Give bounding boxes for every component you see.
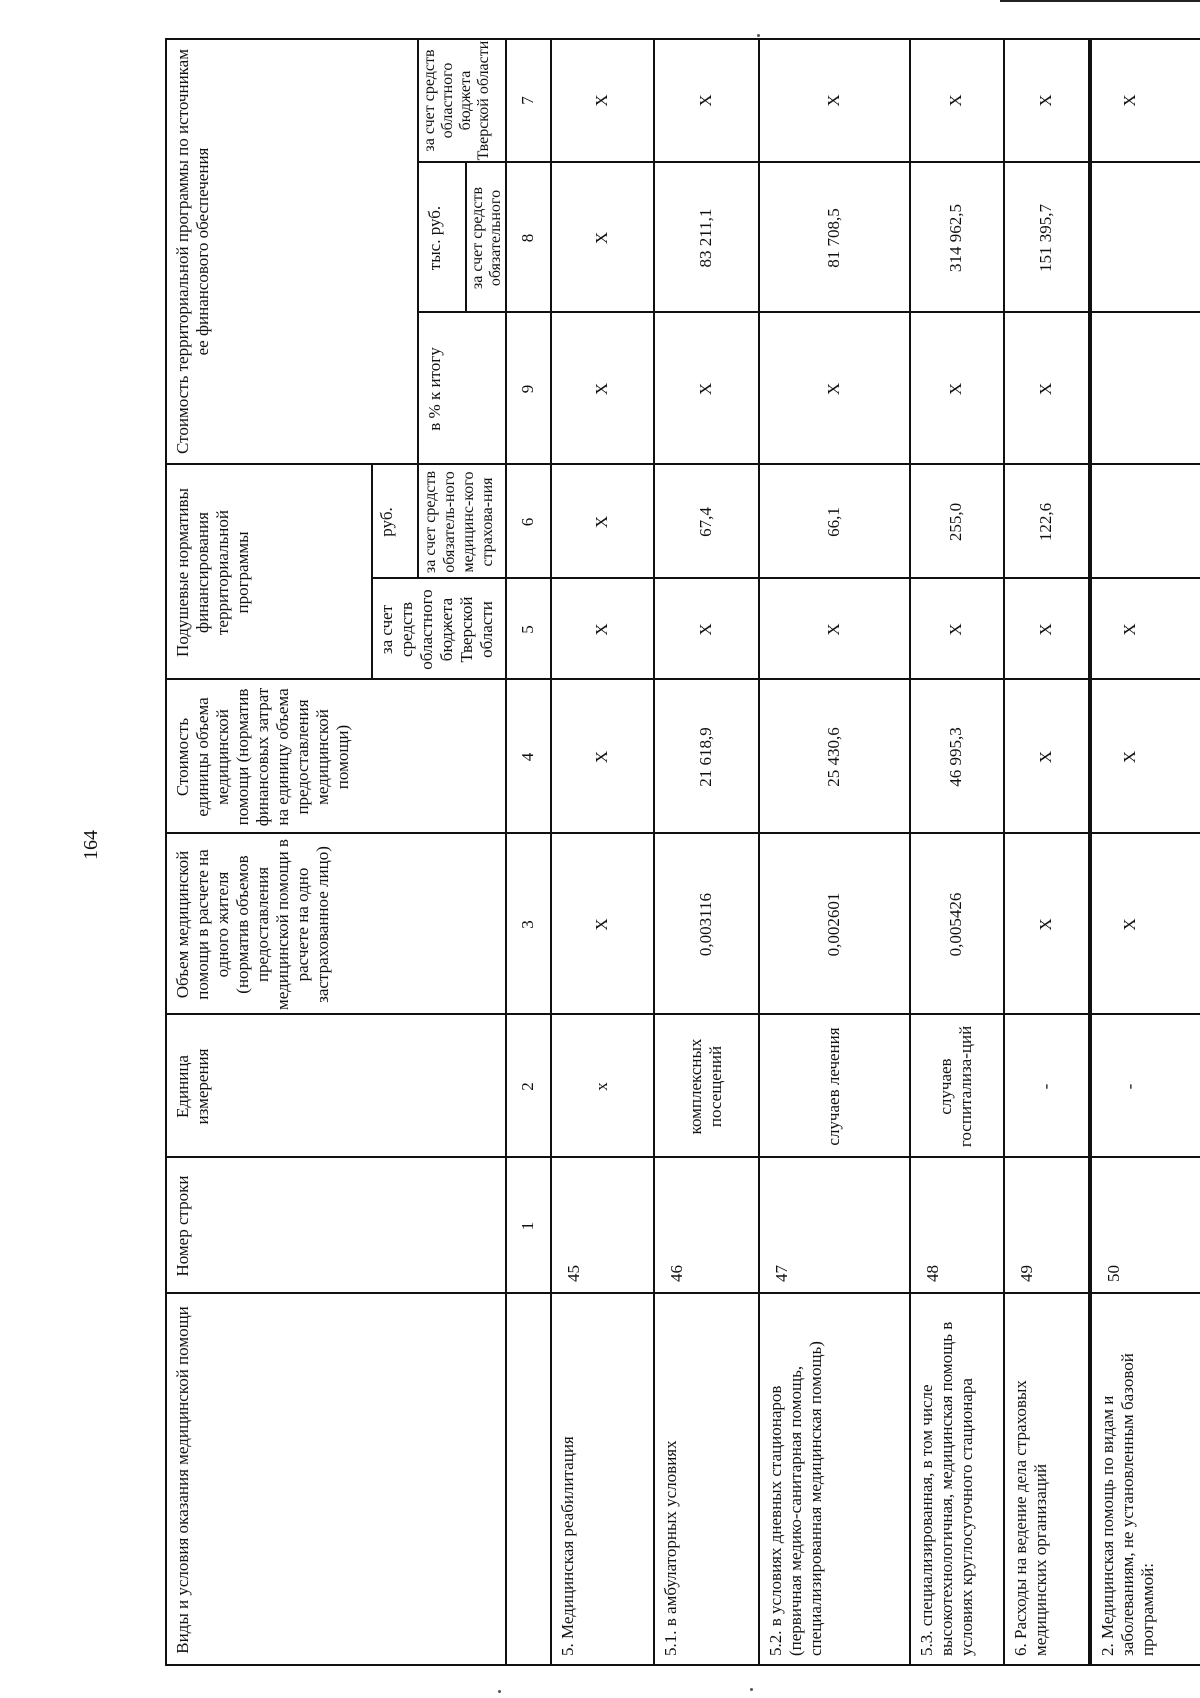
row-cost-budget: X: [591, 94, 611, 107]
row-number: 45: [564, 1265, 583, 1282]
row-cost-oms: 81 708,5: [823, 208, 843, 268]
header-col-type: Виды и условия оказания медицинской помощи: [173, 1306, 192, 1654]
header-col-row-number: Номер строки: [173, 1175, 192, 1277]
header-col-volume: Объем медицинской помощи в расчете на одного жителя (норматив объемов предоставления медицинской помощи в расчете на одно застрахованное лицо): [173, 839, 332, 1010]
row-number: 47: [772, 1265, 791, 1282]
row-cost-budget: X: [1120, 94, 1139, 107]
table-row-label: 5. Медицинская реабилитация: [558, 1436, 577, 1656]
header-group-per-capita: Подушевые нормативы финансирования территориальной программы: [173, 488, 252, 657]
row-cost-oms: 314 962,5: [946, 204, 965, 272]
table-row-label: 6. Расходы на ведение дела страховых медицинских организаций: [1011, 1380, 1050, 1656]
row-cost-oms: 151 395,7: [1035, 204, 1055, 272]
row-unit-cost: 25 430,6: [823, 727, 843, 787]
header-group-cost: Стоимость территориальной программы по источникам ее финансового обеспечения: [173, 49, 212, 454]
table-row-label: 2. Медицинская помощь по видам и заболеваниям, не установленным базовой программой:: [1098, 1353, 1157, 1656]
row-volume: 0,003116: [695, 892, 715, 957]
row-cost-oms: X: [591, 231, 611, 245]
row-percent: X: [823, 382, 843, 396]
row-pc-budget: X: [1120, 623, 1139, 636]
column-number: 7: [517, 96, 537, 105]
header-per-capita-oms: за счет средств обязатель-ного медицинс-кого страхова-ния: [422, 470, 496, 574]
header-cost-budget: за счет средств областного бюджета Тверской области: [421, 40, 492, 161]
column-number: 4: [517, 752, 537, 762]
row-pc-budget: X: [591, 623, 611, 636]
row-number: 50: [1104, 1265, 1123, 1282]
row-percent: X: [946, 382, 965, 396]
column-number: 9: [517, 384, 537, 394]
row-cost-oms: 83 211,1: [695, 208, 715, 268]
row-volume: X: [1120, 918, 1139, 931]
header-percent-total: в % к итогу: [425, 347, 444, 431]
row-percent: X: [591, 382, 611, 396]
row-volume: 0,005426: [946, 892, 965, 957]
row-volume: X: [591, 918, 611, 931]
row-unit: -: [1035, 1083, 1055, 1090]
column-number: 8: [517, 233, 537, 243]
row-percent: X: [1035, 382, 1055, 396]
row-cost-budget: X: [823, 94, 843, 107]
table-row-label: 5.3. специализированная, в том числе высокотехнологичная, медицинская помощь в условиях круглосуточного стационара: [917, 1321, 976, 1656]
rotated-table: [165, 38, 1090, 1666]
row-unit: случаев госпитализа-ций: [936, 1025, 975, 1148]
row-pc-oms: 67,4: [695, 507, 715, 537]
header-cost-oms: за счет средств обязательного: [469, 186, 504, 290]
row-pc-budget: X: [946, 623, 965, 636]
header-col-unit-cost: Стоимость единицы объема медицинской помощи (норматив финансовых затрат на единицу объема предоставления медицинской помощи): [173, 687, 352, 827]
table-row-label: 5.1. в амбулаторных условиях: [661, 1440, 680, 1656]
scan-speck: [498, 1690, 501, 1693]
row-number: 49: [1017, 1265, 1036, 1282]
column-number: 1: [517, 1221, 537, 1231]
header-rub: руб.: [377, 507, 396, 537]
row-unit-cost: 46 995,3: [946, 727, 965, 787]
row-number: 48: [923, 1265, 942, 1282]
row-pc-oms: [1090, 465, 1170, 579]
row-unit-cost: X: [591, 750, 611, 764]
page-number: 164: [80, 830, 102, 860]
column-number: 3: [517, 920, 537, 929]
row-pc-oms: 122,6: [1035, 502, 1055, 542]
scan-edge-line: [1000, 0, 1200, 2]
row-pc-oms: X: [591, 515, 611, 529]
column-number: 6: [517, 517, 537, 527]
row-volume: 0,002601: [823, 892, 843, 957]
rotated-table-tail: [1090, 38, 1200, 1666]
row-cost-budget: X: [1035, 94, 1055, 107]
scan-speck: [757, 34, 760, 37]
row-pc-oms: 255,0: [946, 502, 965, 542]
row-pc-budget: X: [695, 623, 715, 636]
row-cost-budget: X: [695, 94, 715, 107]
row-percent: X: [695, 382, 715, 396]
row-number: 46: [667, 1265, 686, 1282]
header-per-capita-budget: за счет средств областного бюджета Тверской области: [377, 589, 496, 670]
row-cost-oms: [1090, 163, 1170, 313]
row-percent: [1090, 313, 1170, 465]
row-unit: -: [1120, 1083, 1139, 1090]
row-pc-budget: X: [1035, 623, 1055, 636]
row-cost-budget: X: [946, 94, 965, 107]
row-unit-cost: 21 618,9: [695, 727, 715, 787]
header-col-unit: Единица измерения: [173, 1048, 212, 1125]
row-unit: x: [591, 1082, 611, 1091]
row-unit-cost: X: [1120, 750, 1139, 764]
header-thousand-rub: тыс. руб.: [425, 205, 444, 271]
row-unit: комплексных посещений: [685, 1038, 725, 1135]
column-number: 5: [517, 625, 537, 634]
row-volume: X: [1035, 918, 1055, 931]
table-row-label: 5.2. в условиях дневных стационаров (первичная медико-санитарная помощь, специализированная медицинская помощь): [766, 1341, 825, 1656]
scan-speck: [750, 1688, 753, 1691]
row-unit: случаев лечения: [823, 1027, 843, 1146]
row-pc-budget: X: [823, 623, 843, 636]
row-pc-oms: 66,1: [823, 507, 843, 537]
row-unit-cost: X: [1035, 750, 1055, 764]
column-number: 2: [517, 1082, 537, 1091]
